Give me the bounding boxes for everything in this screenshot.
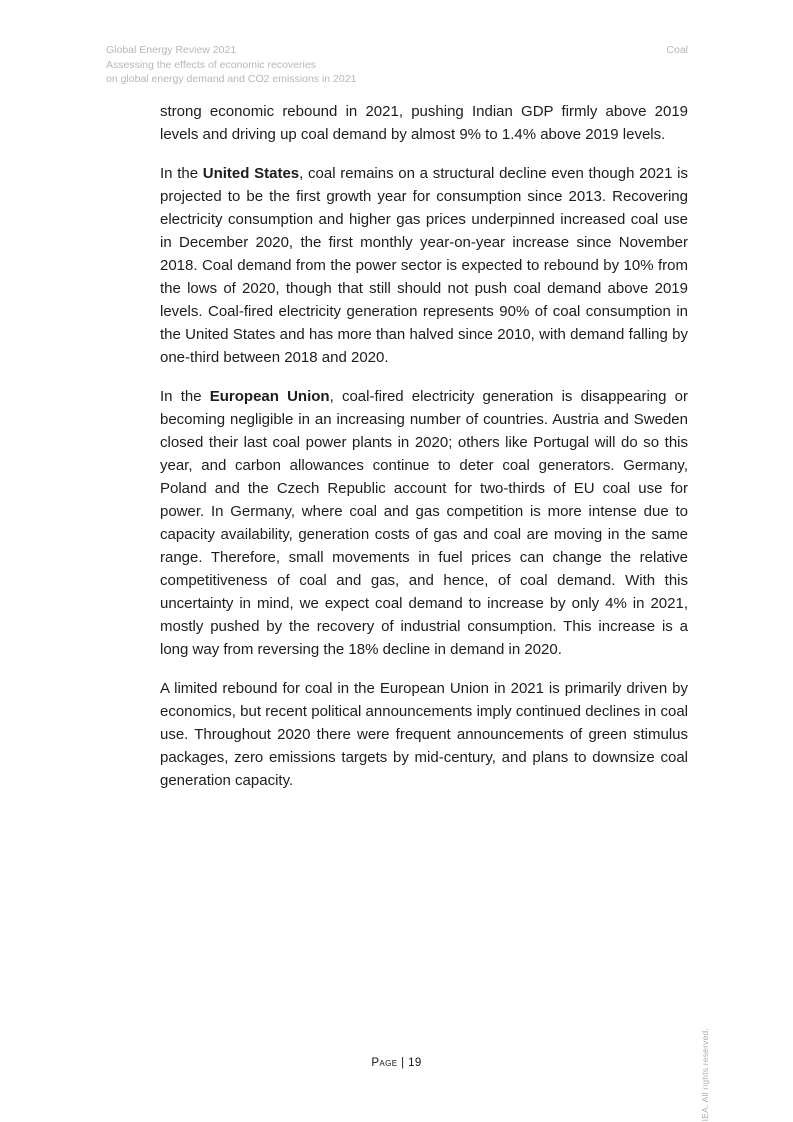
paragraph-text: A limited rebound for coal in the European Union in 2021 is primarily driven by economics, but recent political announcements imply continued declines in coal use. Throughout 2020 there were frequent announcements of green stimulus packages, zero emissions targets by mid-century, and plans to downsize coal generation capacity. [160,680,688,789]
paragraph-bold-text: United States [202,165,300,182]
paragraph-eu-rebound [160,677,688,792]
paragraph-text: , coal remains on a structural decline even though 2021 is projected to be the first growth year for consumption since 2013. Recovering electricity consumption and higher gas prices underpinned increased coal use in December 2020, the first monthly year-on-year increase since November 2018. Coal demand from the power sector is expected to rebound by 10% from the lows of 2020, though that still should not push coal demand above 2019 levels. Coal-fired electricity generation represents 90% of coal consumption in the United States and has more than halved since 2010, with demand falling by one-third between 2018 and 2020. [160,165,689,366]
paragraph-text: In the [160,165,203,182]
paragraph-text: In the [160,388,210,405]
header-subtitle-line2: on global energy demand and CO2 emissions in 2021 [106,73,357,85]
page-number-label: Page | 19 [371,1057,422,1069]
page-footer [0,1056,793,1070]
paragraph-bold-text: European Union [209,388,330,405]
paragraph-india-rebound [160,100,688,146]
paragraph-text: , coal-fired electricity generation is disappearing or becoming negligible in an increasing number of countries. Austria and Sweden closed their last coal power plants in 2020; others like Portugal will do so this year, and carbon allowances continue to deter coal generators. Germany, Poland and the Czech Republic account for two-thirds of EU coal use for power. In Germany, where coal and gas competition is more intense due to capacity availability, generation costs of gas and coal are moving in the same range. Therefore, small movements in fuel prices can change the relative competitiveness of coal and gas, and hence, of coal demand. With this uncertainty in mind, we expect coal demand to increase by only 4% in 2021, mostly pushed by the recovery of industrial consumption. This increase is a long way from reversing the 18% decline in demand in 2020. [160,388,689,658]
copyright-note: IEA. All rights reserved. [700,1028,710,1122]
paragraph-united-states [160,162,688,369]
header-subtitle-line1: Assessing the effects of economic recoveries [106,58,316,71]
paragraph-text: strong economic rebound in 2021, pushing Indian GDP firmly above 2019 levels and driving up coal demand by almost 9% to 1.4% above 2019 levels. [160,103,688,143]
header-chapter-label: Coal [666,44,688,56]
page-body [160,100,688,808]
header-report-title: Global Energy Review 2021 [106,44,237,56]
paragraph-european-union [160,385,688,661]
